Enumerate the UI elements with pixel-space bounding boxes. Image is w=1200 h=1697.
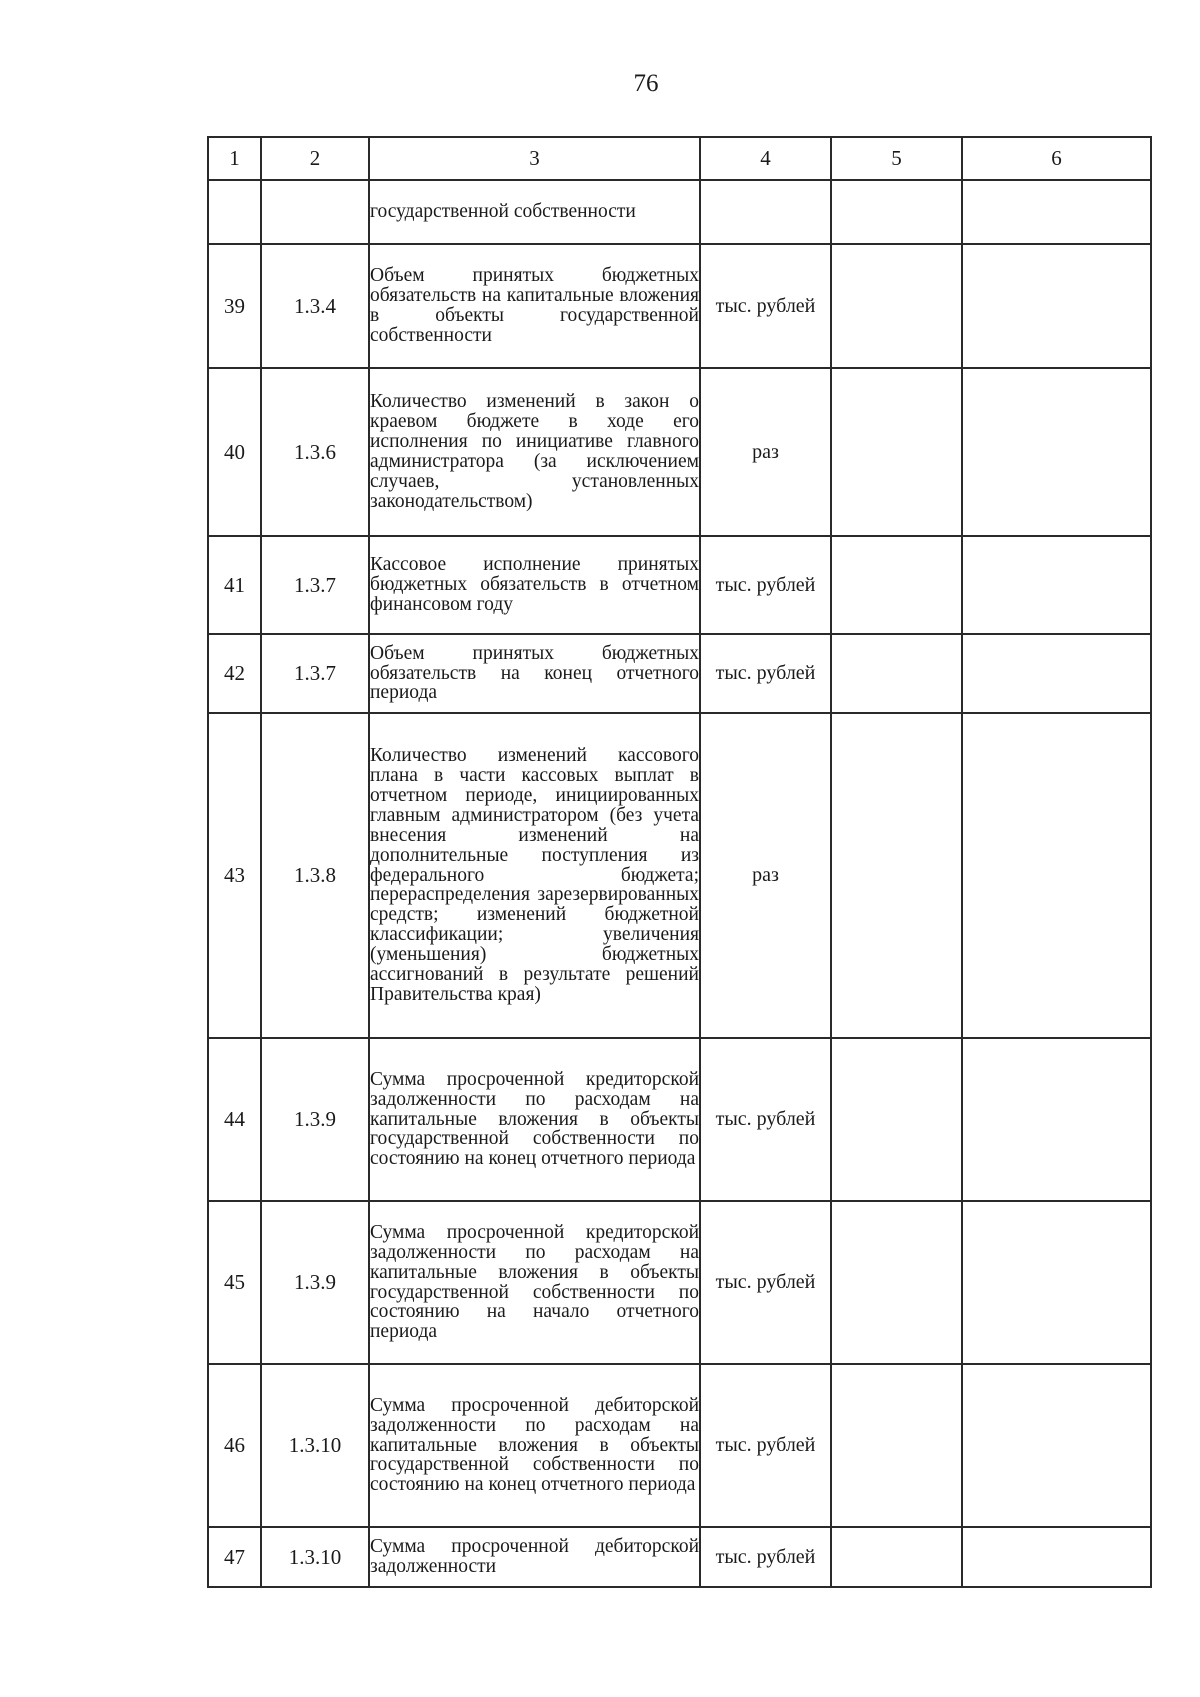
row-col5 [831,368,962,536]
row-col6 [962,244,1151,368]
table-row [208,244,1151,368]
row-unit: тыс. рублей [700,1364,831,1527]
row-col6 [962,1038,1151,1201]
row-number: 41 [208,536,261,634]
row-number: 40 [208,368,261,536]
row-number: 44 [208,1038,261,1201]
row-unit [700,180,831,244]
row-description: Количество изменений в закон о краевом бюджете в ходе его исполнения по инициативе главного администратора (за исключением случаев, установленных законодательством) [369,368,700,536]
row-code: 1.3.9 [261,1038,369,1201]
header-cell-1: 1 [208,137,261,180]
table-row [208,368,1151,536]
row-unit: тыс. рублей [700,1201,831,1364]
row-unit: тыс. рублей [700,536,831,634]
row-col5 [831,713,962,1038]
row-number: 43 [208,713,261,1038]
row-col5 [831,244,962,368]
row-col6 [962,1527,1151,1587]
table-body [208,180,1151,1587]
row-unit: тыс. рублей [700,634,831,713]
row-description: Сумма просроченной дебиторской задолженности [369,1527,700,1587]
row-code: 1.3.7 [261,634,369,713]
row-col6 [962,1201,1151,1364]
row-unit: тыс. рублей [700,1527,831,1587]
row-description: Сумма просроченной кредиторской задолженности по расходам на капитальные вложения в объекты государственной собственности по состоянию на конец отчетного периода [369,1038,700,1201]
row-number: 46 [208,1364,261,1527]
row-code: 1.3.8 [261,713,369,1038]
row-number: 45 [208,1201,261,1364]
row-unit: раз [700,368,831,536]
row-col6 [962,1364,1151,1527]
table-row [208,1364,1151,1527]
row-col6 [962,368,1151,536]
table-row [208,1201,1151,1364]
table-row [208,1527,1151,1587]
header-cell-4: 4 [700,137,831,180]
header-row [208,137,1151,180]
row-number: 39 [208,244,261,368]
row-code: 1.3.6 [261,368,369,536]
table-row [208,1038,1151,1201]
row-number: 42 [208,634,261,713]
table-row [208,180,1151,244]
row-description: Объем принятых бюджетных обязательств на конец отчетного периода [369,634,700,713]
row-col6 [962,634,1151,713]
table-row [208,713,1151,1038]
row-description: Кассовое исполнение принятых бюджетных обязательств в отчетном финансовом году [369,536,700,634]
row-description: Объем принятых бюджетных обязательств на капитальные вложения в объекты государственной собственности [369,244,700,368]
row-unit: тыс. рублей [700,1038,831,1201]
header-cell-2: 2 [261,137,369,180]
row-code: 1.3.9 [261,1201,369,1364]
header-cell-6: 6 [962,137,1151,180]
header-cell-5: 5 [831,137,962,180]
table-header [208,137,1151,180]
row-col5 [831,1527,962,1587]
row-col6 [962,180,1151,244]
row-col6 [962,536,1151,634]
row-description: Сумма просроченной кредиторской задолженности по расходам на капитальные вложения в объекты государственной собственности по состоянию на начало отчетного периода [369,1201,700,1364]
row-description: Количество изменений кассового плана в части кассовых выплат в отчетном периоде, инициированных главным администратором (без учета внесения изменений на дополнительные поступления из федерального бюджета; перераспределения зарезервированных средств; изменений бюджетной классификации; увеличения (уменьшения) бюджетных ассигнований в результате решений Правительства края) [369,713,700,1038]
row-unit: раз [700,713,831,1038]
page-number: 76 [633,70,659,97]
row-col5 [831,1364,962,1527]
row-code: 1.3.10 [261,1527,369,1587]
row-number: 47 [208,1527,261,1587]
row-col5 [831,1201,962,1364]
row-code: 1.3.4 [261,244,369,368]
row-col5 [831,180,962,244]
indicators-table [207,136,1152,1588]
row-col6 [962,713,1151,1038]
row-code [261,180,369,244]
row-number [208,180,261,244]
row-unit: тыс. рублей [700,244,831,368]
row-col5 [831,536,962,634]
table-row [208,634,1151,713]
row-code: 1.3.7 [261,536,369,634]
row-description: Сумма просроченной дебиторской задолженности по расходам на капитальные вложения в объекты государственной собственности по состоянию на конец отчетного периода [369,1364,700,1527]
table-row [208,536,1151,634]
row-code: 1.3.10 [261,1364,369,1527]
row-col5 [831,634,962,713]
row-description: государственной собственности [369,180,700,244]
row-col5 [831,1038,962,1201]
header-cell-3: 3 [369,137,700,180]
